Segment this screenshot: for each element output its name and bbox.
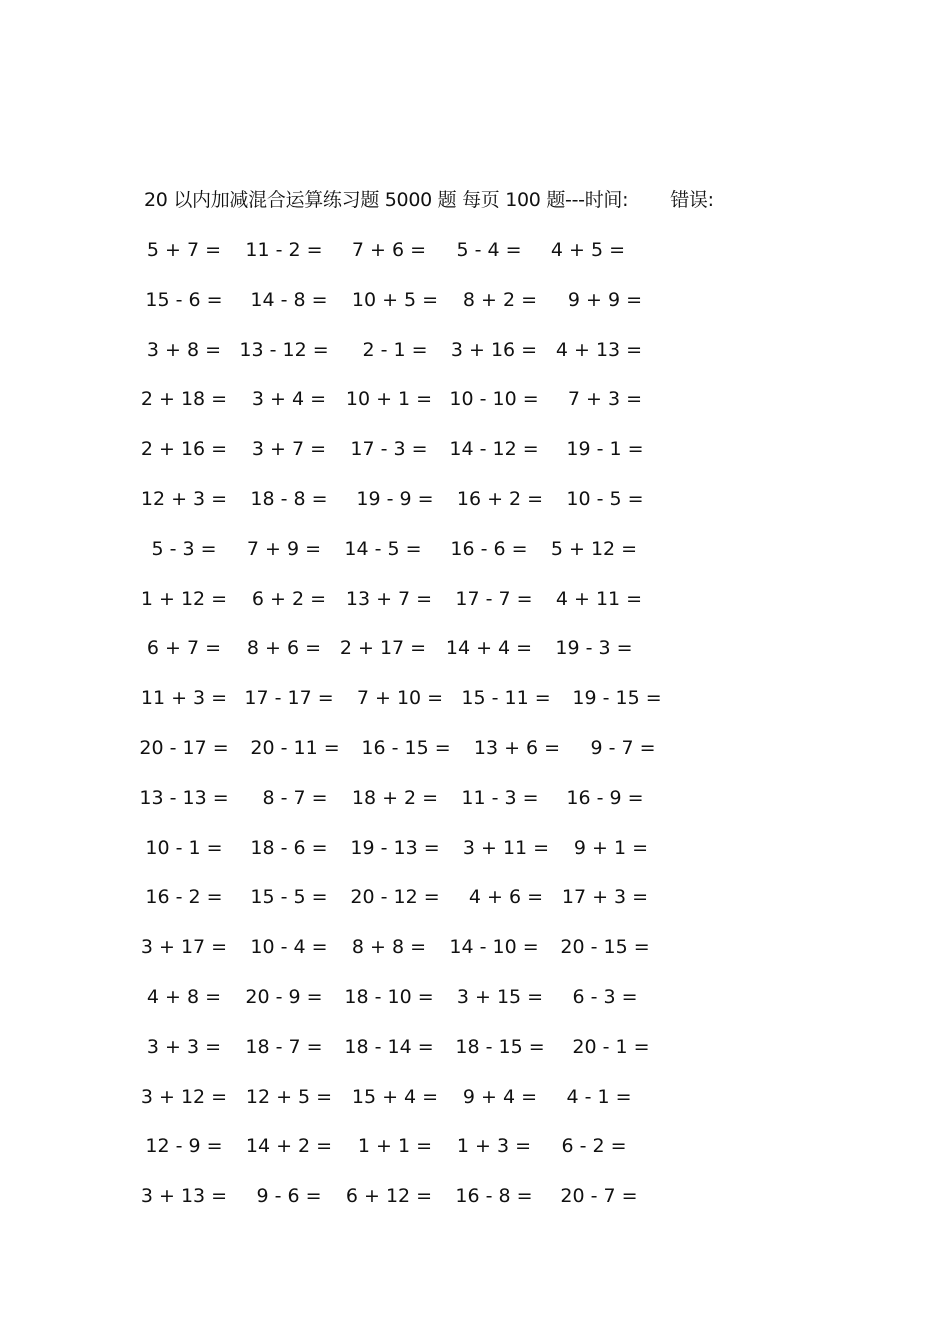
problem-1-1: 5 + 7 = (146, 239, 222, 261)
problem-17-5: 20 - 1 = (572, 1035, 650, 1058)
problem-3-4: 3 + 16 = (450, 338, 538, 361)
problem-15-2: 10 - 4 = (250, 936, 328, 959)
problem-10-5: 19 - 15 = (572, 687, 662, 710)
problem-6-4: 16 + 2 = (456, 488, 544, 510)
problem-1-5: 4 + 5 = (550, 239, 626, 261)
problem-16-2: 20 - 9 = (245, 986, 323, 1008)
problem-10-4: 15 - 11 = (461, 687, 551, 710)
problem-18-4: 9 + 4 = (462, 1085, 538, 1108)
problem-8-5: 4 + 11 = (555, 587, 643, 610)
problem-1-4: 5 - 4 = (456, 239, 522, 261)
problem-14-1: 16 - 2 = (145, 886, 223, 909)
problem-6-1: 12 + 3 = (140, 488, 228, 510)
problem-9-2: 8 + 6 = (246, 637, 322, 660)
problem-5-4: 14 - 12 = (449, 438, 539, 461)
problem-14-4: 4 + 6 = (468, 886, 544, 909)
problem-8-4: 17 - 7 = (455, 587, 533, 610)
problem-9-5: 19 - 3 = (555, 637, 633, 660)
problem-7-5: 5 + 12 = (550, 537, 638, 560)
problem-1-3: 7 + 6 = (351, 239, 427, 261)
problem-2-1: 15 - 6 = (145, 288, 223, 311)
problem-7-4: 16 - 6 = (450, 537, 528, 560)
problem-13-1: 10 - 1 = (145, 836, 223, 859)
problem-8-3: 13 + 7 = (345, 587, 433, 610)
problem-3-3: 2 - 1 = (362, 338, 428, 361)
problem-15-3: 8 + 8 = (351, 936, 427, 959)
problem-14-3: 20 - 12 = (350, 886, 440, 909)
problem-19-3: 1 + 1 = (357, 1135, 433, 1158)
problem-6-3: 19 - 9 = (356, 488, 434, 510)
problem-12-4: 11 - 3 = (461, 786, 539, 809)
problem-19-1: 12 - 9 = (145, 1135, 223, 1158)
problem-8-1: 1 + 12 = (140, 587, 228, 610)
problem-12-2: 8 - 7 = (262, 786, 328, 809)
problem-1-2: 11 - 2 = (245, 239, 323, 261)
problem-7-1: 5 - 3 = (151, 537, 217, 560)
problem-2-4: 8 + 2 = (462, 288, 538, 311)
problem-11-3: 16 - 15 = (361, 737, 451, 759)
problem-4-2: 3 + 4 = (251, 388, 327, 411)
problem-7-2: 7 + 9 = (246, 537, 322, 560)
problem-13-2: 18 - 6 = (250, 836, 328, 859)
problem-19-2: 14 + 2 = (245, 1135, 333, 1158)
problem-11-4: 13 + 6 = (473, 737, 561, 759)
problem-17-4: 18 - 15 = (455, 1035, 545, 1058)
problem-11-1: 20 - 17 = (139, 737, 229, 759)
problem-17-2: 18 - 7 = (245, 1035, 323, 1058)
problem-10-2: 17 - 17 = (244, 687, 334, 710)
problem-6-2: 18 - 8 = (250, 488, 328, 510)
problem-12-5: 16 - 9 = (566, 786, 644, 809)
problem-20-2: 9 - 6 = (256, 1185, 322, 1208)
problem-10-3: 7 + 10 = (356, 687, 444, 710)
problem-18-5: 4 - 1 = (566, 1085, 632, 1108)
problem-11-5: 9 - 7 = (590, 737, 656, 759)
problem-14-5: 17 + 3 = (561, 886, 649, 909)
problem-3-1: 3 + 8 = (146, 338, 222, 361)
problem-2-2: 14 - 8 = (250, 288, 328, 311)
problem-10-1: 11 + 3 = (140, 687, 228, 710)
problem-8-2: 6 + 2 = (251, 587, 327, 610)
problem-20-4: 16 - 8 = (455, 1185, 533, 1208)
problem-15-1: 3 + 17 = (140, 936, 228, 959)
problem-13-3: 19 - 13 = (350, 836, 440, 859)
problem-11-2: 20 - 11 = (250, 737, 340, 759)
problem-6-5: 10 - 5 = (566, 488, 644, 510)
problem-5-3: 17 - 3 = (350, 438, 428, 461)
worksheet-title: 20 以内加减混合运算练习题 5000 题 每页 100 题---时间: (144, 189, 629, 211)
problem-12-3: 18 + 2 = (351, 786, 439, 809)
problem-20-5: 20 - 7 = (560, 1185, 638, 1208)
problem-18-3: 15 + 4 = (351, 1085, 439, 1108)
problem-16-5: 6 - 3 = (572, 986, 638, 1008)
error-count-label: 错误: (670, 189, 714, 211)
problem-9-3: 2 + 17 = (339, 637, 427, 660)
problem-12-1: 13 - 13 = (139, 786, 229, 809)
problem-15-5: 20 - 15 = (560, 936, 650, 959)
problem-5-5: 19 - 1 = (566, 438, 644, 461)
problem-20-3: 6 + 12 = (345, 1185, 433, 1208)
problem-19-5: 6 - 2 = (561, 1135, 627, 1158)
problem-3-2: 13 - 12 = (239, 338, 329, 361)
problem-9-4: 14 + 4 = (445, 637, 533, 660)
problem-5-2: 3 + 7 = (251, 438, 327, 461)
problem-18-1: 3 + 12 = (140, 1085, 228, 1108)
problem-9-1: 6 + 7 = (146, 637, 222, 660)
problem-3-5: 4 + 13 = (555, 338, 643, 361)
problem-4-5: 7 + 3 = (567, 388, 643, 411)
problem-2-3: 10 + 5 = (351, 288, 439, 311)
problem-7-3: 14 - 5 = (344, 537, 422, 560)
problem-16-3: 18 - 10 = (344, 986, 434, 1008)
problem-17-1: 3 + 3 = (146, 1035, 222, 1058)
problem-15-4: 14 - 10 = (449, 936, 539, 959)
problem-16-4: 3 + 15 = (456, 986, 544, 1008)
problem-20-1: 3 + 13 = (140, 1185, 228, 1208)
problem-19-4: 1 + 3 = (456, 1135, 532, 1158)
problem-4-3: 10 + 1 = (345, 388, 433, 411)
problem-4-1: 2 + 18 = (140, 388, 228, 411)
problem-17-3: 18 - 14 = (344, 1035, 434, 1058)
problem-16-1: 4 + 8 = (146, 986, 222, 1008)
problem-2-5: 9 + 9 = (567, 288, 643, 311)
problem-18-2: 12 + 5 = (245, 1085, 333, 1108)
problem-5-1: 2 + 16 = (140, 438, 228, 461)
problem-4-4: 10 - 10 = (449, 388, 539, 411)
problem-14-2: 15 - 5 = (250, 886, 328, 909)
problem-13-4: 3 + 11 = (462, 836, 550, 859)
problem-13-5: 9 + 1 = (573, 836, 649, 859)
